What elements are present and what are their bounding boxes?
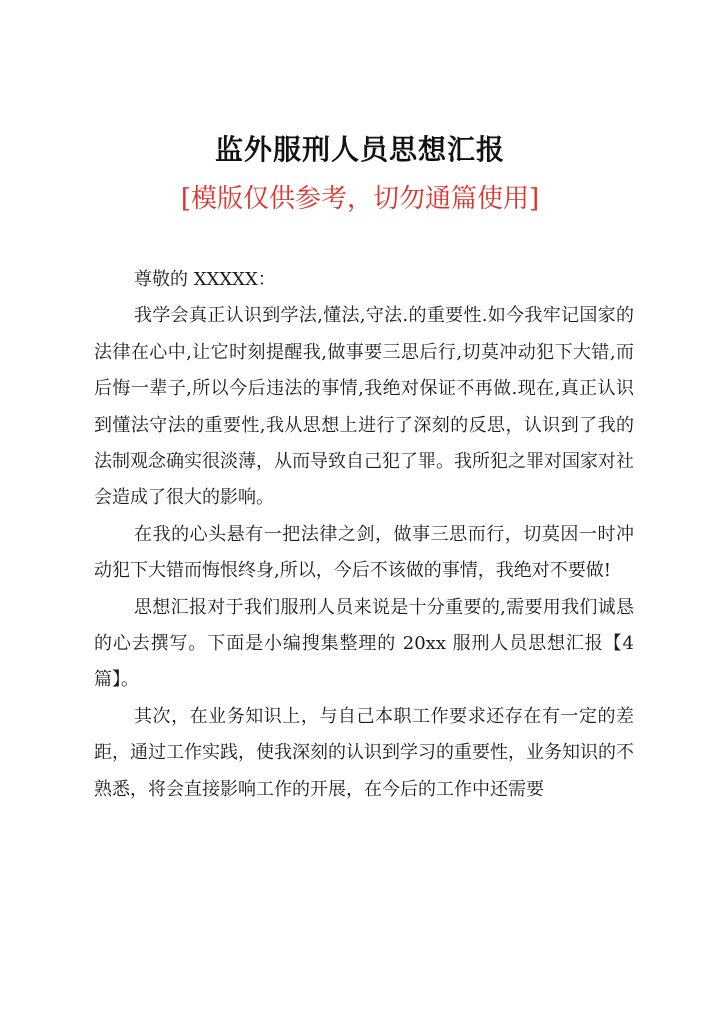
- document-body: [94, 262, 634, 808]
- template-notice: [模版仅供参考，切勿通篇使用]: [180, 184, 540, 214]
- body-paragraph-3: 思想汇报对于我们服刑人员来说是十分重要的,需要用我们诚恳的心去撰写。下面是小编搜集整理的 20xx 服刑人员思想汇报【4 篇】。: [94, 596, 634, 691]
- body-paragraph-1: 我学会真正认识到学法,懂法,守法.的重要性.如今我牢记国家的法律在心中,让它时刻提醒我,做事要三思后行,切莫冲动犯下大错,而后悔一辈子,所以今后违法的事情,我绝对保证不再做.现在,真正认识到懂法守法的重要性,我从思想上进行了深刻的反思，认识到了我的法制观念确实很淡薄，从而导致自己犯了罪。我所犯之罪对国家对社会造成了很大的影响。: [94, 305, 634, 509]
- salutation: 尊敬的 XXXXX：: [134, 269, 276, 290]
- body-paragraph-2: 在我的心头悬有一把法律之剑，做事三思而行，切莫因一时冲动犯下大错而悔恨终身,所以，今后不该做的事情，我绝对不要做!: [94, 523, 634, 582]
- body-paragraph-4: 其次，在业务知识上，与自己本职工作要求还存在有一定的差距，通过工作实践，使我深刻的认识到学习的重要性，业务知识的不熟悉，将会直接影响工作的开展，在今后的工作中还需要: [94, 705, 634, 800]
- document-title: 监外服刑人员思想汇报: [214, 133, 505, 166]
